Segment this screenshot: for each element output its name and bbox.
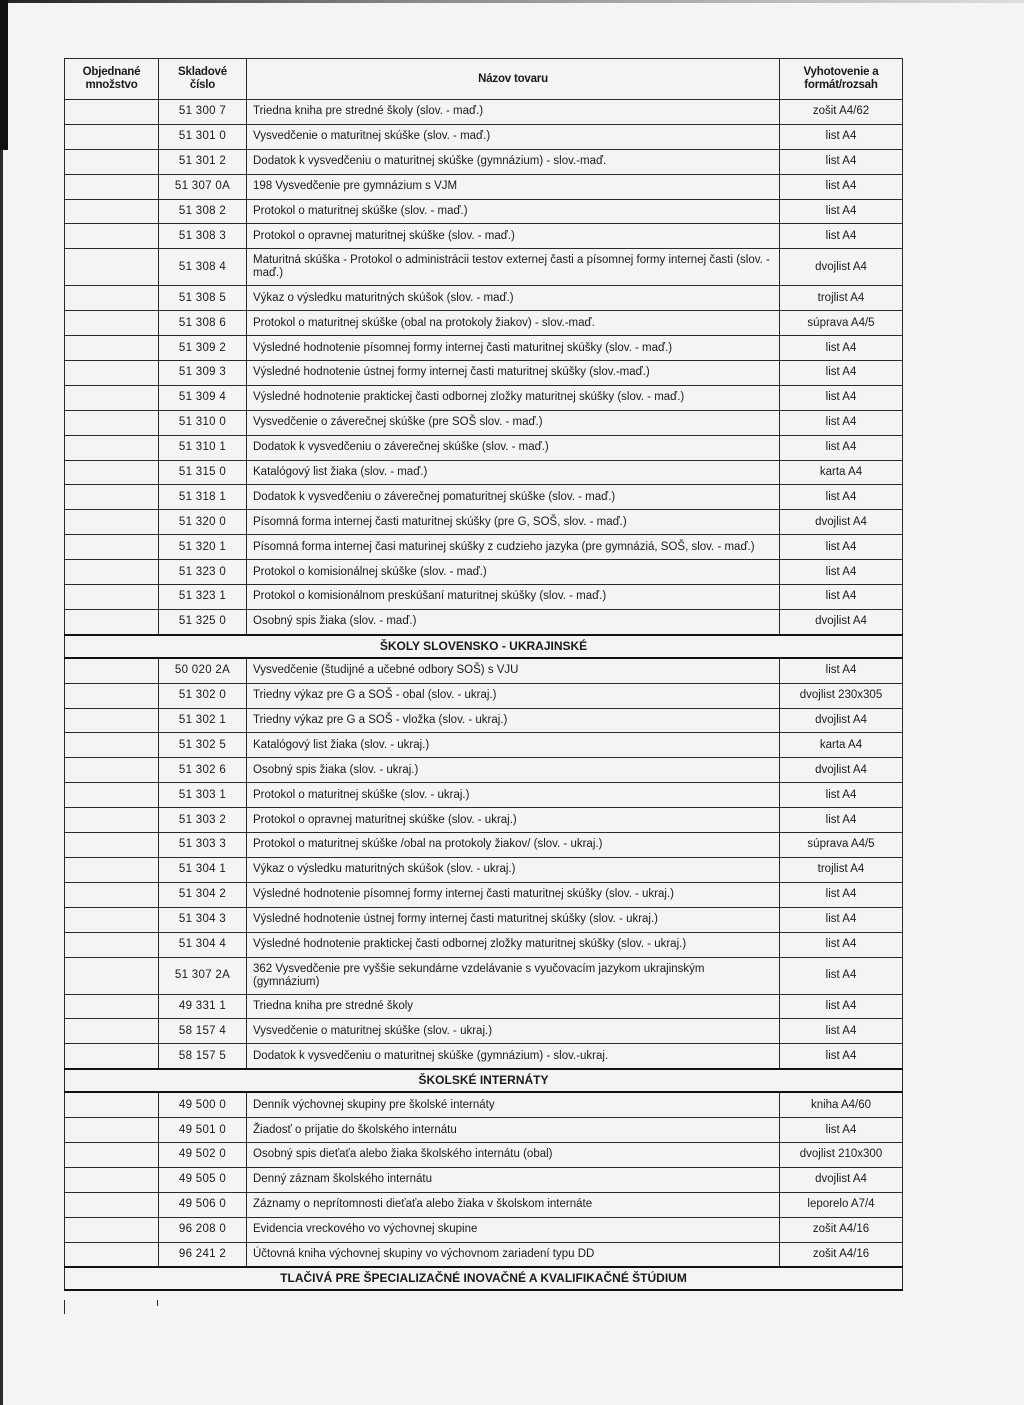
stock-number-cell: 51 307 2A bbox=[159, 957, 247, 994]
format-cell: list A4 bbox=[780, 336, 903, 361]
product-name-cell: Vysvedčenie o záverečnej skúške (pre SOŠ slov. - maď.) bbox=[247, 410, 780, 435]
quantity-cell[interactable] bbox=[65, 560, 159, 585]
stock-number-cell: 51 308 4 bbox=[159, 249, 247, 286]
format-cell: list A4 bbox=[780, 485, 903, 510]
table-row bbox=[65, 994, 903, 1019]
format-cell: súprava A4/5 bbox=[780, 833, 903, 858]
format-cell: list A4 bbox=[780, 658, 903, 683]
quantity-cell[interactable] bbox=[65, 708, 159, 733]
quantity-cell[interactable] bbox=[65, 1192, 159, 1217]
section-header-row bbox=[65, 1069, 903, 1092]
table-row bbox=[65, 882, 903, 907]
quantity-cell[interactable] bbox=[65, 907, 159, 932]
quantity-cell[interactable] bbox=[65, 535, 159, 560]
stock-number-cell: 58 157 4 bbox=[159, 1019, 247, 1044]
format-cell: súprava A4/5 bbox=[780, 311, 903, 336]
header-stock-number: Skladové číslo bbox=[159, 59, 247, 100]
quantity-cell[interactable] bbox=[65, 124, 159, 149]
format-cell: zošit A4/62 bbox=[780, 100, 903, 125]
quantity-cell[interactable] bbox=[65, 311, 159, 336]
table-row bbox=[65, 1192, 903, 1217]
product-name-cell: 198 Vysvedčenie pre gymnázium s VJM bbox=[247, 174, 780, 199]
stock-number-cell: 49 505 0 bbox=[159, 1167, 247, 1192]
product-name-cell: Triedna kniha pre stredné školy bbox=[247, 994, 780, 1019]
table-row bbox=[65, 1167, 903, 1192]
product-name-cell: Výsledné hodnotenie praktickej časti odbornej zložky maturitnej skúšky (slov. - maď.) bbox=[247, 385, 780, 410]
product-name-cell: Triedny výkaz pre G a SOŠ - obal (slov. - ukraj.) bbox=[247, 683, 780, 708]
stock-number-cell: 51 302 5 bbox=[159, 733, 247, 758]
quantity-cell[interactable] bbox=[65, 808, 159, 833]
table-row bbox=[65, 957, 903, 994]
table-row bbox=[65, 485, 903, 510]
quantity-cell[interactable] bbox=[65, 1217, 159, 1242]
format-cell: list A4 bbox=[780, 224, 903, 249]
table-row bbox=[65, 658, 903, 683]
scan-left-edge bbox=[0, 0, 3, 1405]
table-row bbox=[65, 833, 903, 858]
quantity-cell[interactable] bbox=[65, 485, 159, 510]
product-name-cell: Katalógový list žiaka (slov. - maď.) bbox=[247, 460, 780, 485]
quantity-cell[interactable] bbox=[65, 1118, 159, 1143]
table-row bbox=[65, 907, 903, 932]
quantity-cell[interactable] bbox=[65, 1019, 159, 1044]
format-cell: list A4 bbox=[780, 385, 903, 410]
product-name-cell: Písomná forma internej časti maturitnej skúšky (pre G, SOŠ, slov. - maď.) bbox=[247, 510, 780, 535]
stock-number-cell: 51 308 5 bbox=[159, 286, 247, 311]
product-name-cell: Písomná forma internej časi maturinej skúšky z cudzieho jazyka (pre gymnáziá, SOŠ, slov. - maď.) bbox=[247, 535, 780, 560]
quantity-cell[interactable] bbox=[65, 1142, 159, 1167]
product-name-cell: Evidencia vreckového vo výchovnej skupine bbox=[247, 1217, 780, 1242]
stock-number-cell: 51 323 0 bbox=[159, 560, 247, 585]
format-cell: leporelo A7/4 bbox=[780, 1192, 903, 1217]
stock-number-cell: 58 157 5 bbox=[159, 1044, 247, 1069]
stock-number-cell: 51 309 4 bbox=[159, 385, 247, 410]
header-format: Vyhotovenie a formát/rozsah bbox=[780, 59, 903, 100]
table-row bbox=[65, 1044, 903, 1069]
format-cell: list A4 bbox=[780, 1118, 903, 1143]
stock-number-cell: 51 318 1 bbox=[159, 485, 247, 510]
format-cell: list A4 bbox=[780, 560, 903, 585]
table-row bbox=[65, 174, 903, 199]
format-cell: list A4 bbox=[780, 1019, 903, 1044]
format-cell: list A4 bbox=[780, 1044, 903, 1069]
format-cell: list A4 bbox=[780, 783, 903, 808]
product-name-cell: Triedna kniha pre stredné školy (slov. - maď.) bbox=[247, 100, 780, 125]
product-name-cell: Protokol o komisionálnej skúške (slov. - maď.) bbox=[247, 560, 780, 585]
format-cell: dvojlist 230x305 bbox=[780, 683, 903, 708]
product-name-cell: Výkaz o výsledku maturitných skúšok (slov. - ukraj.) bbox=[247, 857, 780, 882]
table-row bbox=[65, 585, 903, 610]
product-name-cell: Protokol o komisionálnom preskúšaní maturitnej skúšky (slov. - maď.) bbox=[247, 585, 780, 610]
quantity-cell[interactable] bbox=[65, 435, 159, 460]
product-name-cell: Maturitná skúška - Protokol o administrácii testov externej časti a písomnej formy internej časti (slov. - maď.) bbox=[247, 249, 780, 286]
stock-number-cell: 51 303 1 bbox=[159, 783, 247, 808]
product-name-cell: Žiadosť o prijatie do školského internátu bbox=[247, 1118, 780, 1143]
table-row bbox=[65, 560, 903, 585]
quantity-cell[interactable] bbox=[65, 783, 159, 808]
stock-number-cell: 51 307 0A bbox=[159, 174, 247, 199]
stock-number-cell: 51 310 0 bbox=[159, 410, 247, 435]
product-name-cell: Výsledné hodnotenie písomnej formy internej časti maturitnej skúšky (slov. - maď.) bbox=[247, 336, 780, 361]
format-cell: list A4 bbox=[780, 957, 903, 994]
format-cell: list A4 bbox=[780, 174, 903, 199]
format-cell: list A4 bbox=[780, 585, 903, 610]
quantity-cell[interactable] bbox=[65, 100, 159, 125]
quantity-cell[interactable] bbox=[65, 385, 159, 410]
format-cell: karta A4 bbox=[780, 460, 903, 485]
format-cell: kniha A4/60 bbox=[780, 1092, 903, 1117]
quantity-cell[interactable] bbox=[65, 336, 159, 361]
table-row bbox=[65, 758, 903, 783]
table-row bbox=[65, 385, 903, 410]
table-row bbox=[65, 124, 903, 149]
format-cell: list A4 bbox=[780, 435, 903, 460]
quantity-cell[interactable] bbox=[65, 658, 159, 683]
format-cell: list A4 bbox=[780, 361, 903, 386]
format-cell: dvojlist A4 bbox=[780, 510, 903, 535]
product-name-cell: Osobný spis žiaka (slov. - ukraj.) bbox=[247, 758, 780, 783]
product-name-cell: Protokol o maturitnej skúške (slov. - maď.) bbox=[247, 199, 780, 224]
table-row bbox=[65, 609, 903, 634]
format-cell: list A4 bbox=[780, 907, 903, 932]
stock-number-cell: 51 300 7 bbox=[159, 100, 247, 125]
quantity-cell[interactable] bbox=[65, 758, 159, 783]
product-name-cell: Záznamy o neprítomnosti dieťaťa alebo žiaka v školskom internáte bbox=[247, 1192, 780, 1217]
quantity-cell[interactable] bbox=[65, 994, 159, 1019]
product-name-cell: Výsledné hodnotenie praktickej časti odbornej zložky maturitnej skúšky (slov. - ukraj.) bbox=[247, 932, 780, 957]
format-cell: dvojlist A4 bbox=[780, 1167, 903, 1192]
stock-number-cell: 51 301 0 bbox=[159, 124, 247, 149]
stock-number-cell: 49 500 0 bbox=[159, 1092, 247, 1117]
stock-number-cell: 51 302 0 bbox=[159, 683, 247, 708]
stock-number-cell: 51 301 2 bbox=[159, 149, 247, 174]
header-quantity: Objednané množstvo bbox=[65, 59, 159, 100]
product-name-cell: Výsledné hodnotenie ústnej formy internej časti maturitnej skúšky (slov.-maď.) bbox=[247, 361, 780, 386]
stock-number-cell: 96 208 0 bbox=[159, 1217, 247, 1242]
stock-number-cell: 51 304 4 bbox=[159, 932, 247, 957]
stock-number-cell: 51 302 6 bbox=[159, 758, 247, 783]
quantity-cell[interactable] bbox=[65, 1242, 159, 1267]
product-name-cell: Protokol o maturitnej skúške (slov. - ukraj.) bbox=[247, 783, 780, 808]
quantity-cell[interactable] bbox=[65, 683, 159, 708]
quantity-cell[interactable] bbox=[65, 510, 159, 535]
stock-number-cell: 51 320 1 bbox=[159, 535, 247, 560]
quantity-cell[interactable] bbox=[65, 149, 159, 174]
table-row bbox=[65, 410, 903, 435]
table-row bbox=[65, 857, 903, 882]
quantity-cell[interactable] bbox=[65, 609, 159, 634]
quantity-cell[interactable] bbox=[65, 286, 159, 311]
stock-number-cell: 51 315 0 bbox=[159, 460, 247, 485]
form-catalog-table bbox=[64, 58, 903, 1291]
quantity-cell[interactable] bbox=[65, 1092, 159, 1117]
format-cell: dvojlist A4 bbox=[780, 609, 903, 634]
product-name-cell: Vysvedčenie o maturitnej skúške (slov. - ukraj.) bbox=[247, 1019, 780, 1044]
quantity-cell[interactable] bbox=[65, 833, 159, 858]
table-row bbox=[65, 683, 903, 708]
format-cell: zošit A4/16 bbox=[780, 1217, 903, 1242]
stock-number-cell: 51 309 3 bbox=[159, 361, 247, 386]
section-header-row bbox=[65, 635, 903, 658]
stock-number-cell: 51 304 1 bbox=[159, 857, 247, 882]
table-header-row bbox=[65, 59, 903, 100]
table-row bbox=[65, 100, 903, 125]
product-name-cell: Protokol o maturitnej skúške /obal na protokoly žiakov/ (slov. - ukraj.) bbox=[247, 833, 780, 858]
product-name-cell: Osobný spis žiaka (slov. - maď.) bbox=[247, 609, 780, 634]
quantity-cell[interactable] bbox=[65, 410, 159, 435]
quantity-cell[interactable] bbox=[65, 1167, 159, 1192]
format-cell: dvojlist A4 bbox=[780, 249, 903, 286]
table-row bbox=[65, 1092, 903, 1117]
stock-number-cell: 51 308 6 bbox=[159, 311, 247, 336]
table-row bbox=[65, 932, 903, 957]
product-name-cell: Výkaz o výsledku maturitných skúšok (slov. - maď.) bbox=[247, 286, 780, 311]
product-name-cell: Dodatok k vysvedčeniu o maturitnej skúške (gymnázium) - slov.-ukraj. bbox=[247, 1044, 780, 1069]
stock-number-cell: 51 303 2 bbox=[159, 808, 247, 833]
stock-number-cell: 49 501 0 bbox=[159, 1118, 247, 1143]
product-name-cell: Výsledné hodnotenie písomnej formy internej časti maturitnej skúšky (slov. - ukraj.) bbox=[247, 882, 780, 907]
product-name-cell: Výsledné hodnotenie ústnej formy internej časti maturitnej skúšky (slov. - ukraj.) bbox=[247, 907, 780, 932]
table-row bbox=[65, 224, 903, 249]
product-name-cell: Triedny výkaz pre G a SOŠ - vložka (slov. - ukraj.) bbox=[247, 708, 780, 733]
table-row bbox=[65, 783, 903, 808]
stock-number-cell: 51 304 3 bbox=[159, 907, 247, 932]
product-name-cell: Dodatok k vysvedčeniu o záverečnej skúške (slov. - maď.) bbox=[247, 435, 780, 460]
header-product-name: Názov tovaru bbox=[247, 59, 780, 100]
table-row bbox=[65, 808, 903, 833]
product-name-cell: 362 Vysvedčenie pre vyššie sekundárne vzdelávanie s vyučovacím jazykom ukrajinským (gymnázium) bbox=[247, 957, 780, 994]
product-name-cell: Dodatok k vysvedčeniu o záverečnej pomaturitnej skúške (slov. - maď.) bbox=[247, 485, 780, 510]
table-row bbox=[65, 1242, 903, 1267]
quantity-cell[interactable] bbox=[65, 733, 159, 758]
table-row bbox=[65, 1217, 903, 1242]
format-cell: dvojlist 210x300 bbox=[780, 1142, 903, 1167]
product-name-cell: Protokol o opravnej maturitnej skúške (slov. - maď.) bbox=[247, 224, 780, 249]
stock-number-cell: 51 302 1 bbox=[159, 708, 247, 733]
format-cell: zošit A4/16 bbox=[780, 1242, 903, 1267]
stock-number-cell: 96 241 2 bbox=[159, 1242, 247, 1267]
table-row bbox=[65, 435, 903, 460]
table-continuation-line bbox=[64, 1300, 65, 1314]
product-name-cell: Účtovná kniha výchovnej skupiny vo výchovnom zariadení typu DD bbox=[247, 1242, 780, 1267]
format-cell: list A4 bbox=[780, 994, 903, 1019]
stock-number-cell: 51 308 3 bbox=[159, 224, 247, 249]
table-row bbox=[65, 510, 903, 535]
product-name-cell: Vysvedčenie (študijné a učebné odbory SOŠ) s VJU bbox=[247, 658, 780, 683]
table-row bbox=[65, 249, 903, 286]
format-cell: list A4 bbox=[780, 124, 903, 149]
stock-number-cell: 51 304 2 bbox=[159, 882, 247, 907]
table-row bbox=[65, 733, 903, 758]
product-name-cell: Protokol o opravnej maturitnej skúške (slov. - ukraj.) bbox=[247, 808, 780, 833]
stock-number-cell: 49 502 0 bbox=[159, 1142, 247, 1167]
quantity-cell[interactable] bbox=[65, 249, 159, 286]
quantity-cell[interactable] bbox=[65, 174, 159, 199]
section-title: ŠKOLY SLOVENSKO - UKRAJINSKÉ bbox=[65, 635, 903, 658]
quantity-cell[interactable] bbox=[65, 199, 159, 224]
stock-number-cell: 49 506 0 bbox=[159, 1192, 247, 1217]
table-row bbox=[65, 336, 903, 361]
product-name-cell: Denník výchovnej skupiny pre školské internáty bbox=[247, 1092, 780, 1117]
format-cell: dvojlist A4 bbox=[780, 708, 903, 733]
table-row bbox=[65, 286, 903, 311]
quantity-cell[interactable] bbox=[65, 857, 159, 882]
format-cell: list A4 bbox=[780, 410, 903, 435]
product-name-cell: Protokol o maturitnej skúške (obal na protokoly žiakov) - slov.-maď. bbox=[247, 311, 780, 336]
stock-number-cell: 51 325 0 bbox=[159, 609, 247, 634]
stock-number-cell: 51 309 2 bbox=[159, 336, 247, 361]
table-row bbox=[65, 1118, 903, 1143]
product-name-cell: Osobný spis dieťaťa alebo žiaka školského internátu (obal) bbox=[247, 1142, 780, 1167]
quantity-cell[interactable] bbox=[65, 361, 159, 386]
table-row bbox=[65, 460, 903, 485]
table-row bbox=[65, 1019, 903, 1044]
quantity-cell[interactable] bbox=[65, 932, 159, 957]
product-name-cell: Vysvedčenie o maturitnej skúške (slov. - maď.) bbox=[247, 124, 780, 149]
table-row bbox=[65, 361, 903, 386]
format-cell: trojlist A4 bbox=[780, 286, 903, 311]
table-row bbox=[65, 199, 903, 224]
product-name-cell: Katalógový list žiaka (slov. - ukraj.) bbox=[247, 733, 780, 758]
table-row bbox=[65, 149, 903, 174]
section-title: TLAČIVÁ PRE ŠPECIALIZAČNÉ INOVAČNÉ A KVALIFIKAČNÉ ŠTÚDIUM bbox=[65, 1267, 903, 1290]
format-cell: list A4 bbox=[780, 535, 903, 560]
table-row bbox=[65, 311, 903, 336]
stock-number-cell: 51 303 3 bbox=[159, 833, 247, 858]
quantity-cell[interactable] bbox=[65, 585, 159, 610]
quantity-cell[interactable] bbox=[65, 1044, 159, 1069]
format-cell: dvojlist A4 bbox=[780, 758, 903, 783]
format-cell: list A4 bbox=[780, 882, 903, 907]
table-continuation-tick bbox=[157, 1300, 158, 1306]
stock-number-cell: 49 331 1 bbox=[159, 994, 247, 1019]
scan-top-edge bbox=[0, 0, 1024, 3]
stock-number-cell: 51 323 1 bbox=[159, 585, 247, 610]
format-cell: list A4 bbox=[780, 932, 903, 957]
table-body bbox=[65, 100, 903, 1291]
product-name-cell: Denný záznam školského internátu bbox=[247, 1167, 780, 1192]
format-cell: karta A4 bbox=[780, 733, 903, 758]
table-row bbox=[65, 1142, 903, 1167]
stock-number-cell: 51 320 0 bbox=[159, 510, 247, 535]
quantity-cell[interactable] bbox=[65, 957, 159, 994]
section-header-row bbox=[65, 1267, 903, 1290]
stock-number-cell: 51 308 2 bbox=[159, 199, 247, 224]
format-cell: list A4 bbox=[780, 199, 903, 224]
table-row bbox=[65, 535, 903, 560]
stock-number-cell: 51 310 1 bbox=[159, 435, 247, 460]
quantity-cell[interactable] bbox=[65, 882, 159, 907]
format-cell: trojlist A4 bbox=[780, 857, 903, 882]
quantity-cell[interactable] bbox=[65, 224, 159, 249]
table-row bbox=[65, 708, 903, 733]
quantity-cell[interactable] bbox=[65, 460, 159, 485]
format-cell: list A4 bbox=[780, 149, 903, 174]
product-name-cell: Dodatok k vysvedčeniu o maturitnej skúške (gymnázium) - slov.-maď. bbox=[247, 149, 780, 174]
stock-number-cell: 50 020 2A bbox=[159, 658, 247, 683]
format-cell: list A4 bbox=[780, 808, 903, 833]
section-title: ŠKOLSKÉ INTERNÁTY bbox=[65, 1069, 903, 1092]
scan-binding-shadow bbox=[0, 0, 8, 150]
